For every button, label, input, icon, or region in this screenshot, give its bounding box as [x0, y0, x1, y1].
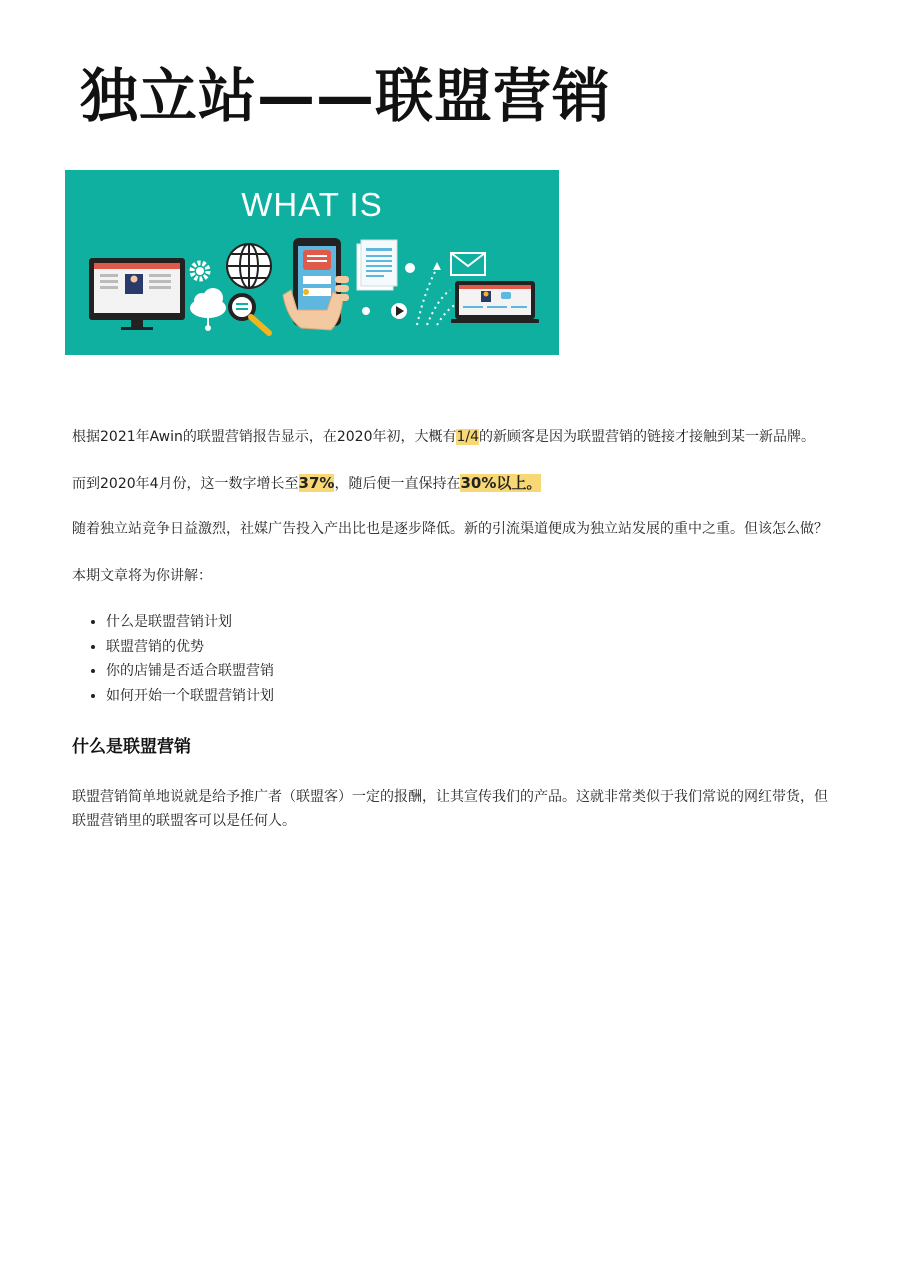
section-body: 联盟营销简单地说就是给予推广者（联盟客）一定的报酬，让其宣传我们的产品。这就非常类似于我们常说的网红带货，但联盟营销里的联盟客可以是任何人。 [72, 789, 828, 829]
paragraph-growth-b: ，随后便一直保持在 [334, 476, 461, 492]
list-item: • 联盟营销的优势 [106, 635, 274, 660]
hero-headline: WHAT IS [241, 186, 383, 223]
paragraph-outline-intro: 本期文章将为你讲解： [72, 568, 212, 584]
list-item: • 你的店铺是否适合联盟营销 [106, 659, 274, 684]
list-item: • 如何开始一个联盟营销计划 [106, 684, 274, 709]
list-item: • 什么是联盟营销计划 [106, 610, 274, 635]
globe-icon [227, 244, 271, 288]
laptop-icon [451, 281, 539, 323]
document-icon [357, 240, 397, 290]
paragraph-competition: 随着独立站竞争日益激烈，社媒广告投入产出比也是逐步降低。新的引流渠道便成为独立站发展的重中之重。但该怎么做？ [72, 521, 828, 537]
highlight-quarter: 1/4 [456, 429, 480, 445]
page-title: 独立站——联盟营销 [80, 62, 612, 130]
paragraph-intro [72, 425, 832, 449]
section-heading: 什么是联盟营销 [72, 737, 191, 757]
desktop-icon [89, 258, 185, 330]
outline-list [72, 610, 274, 708]
hero-banner-image [65, 170, 559, 355]
highlight-30-percent: 30%以上。 [460, 474, 542, 492]
paragraph-growth-a: 而到2020年4月份，这一数字增长至 [72, 476, 299, 492]
paragraph-intro-a: 根据2021年Awin的联盟营销报告显示，在2020年初，大概有 [72, 429, 457, 445]
paragraph-intro-b: 的新顾客是因为联盟营销的链接才接触到某一新品牌。 [479, 429, 816, 445]
envelope-icon [451, 253, 485, 275]
paragraph-growth [72, 471, 832, 496]
highlight-37-percent: 37% [298, 474, 335, 492]
play-icon [391, 303, 407, 319]
